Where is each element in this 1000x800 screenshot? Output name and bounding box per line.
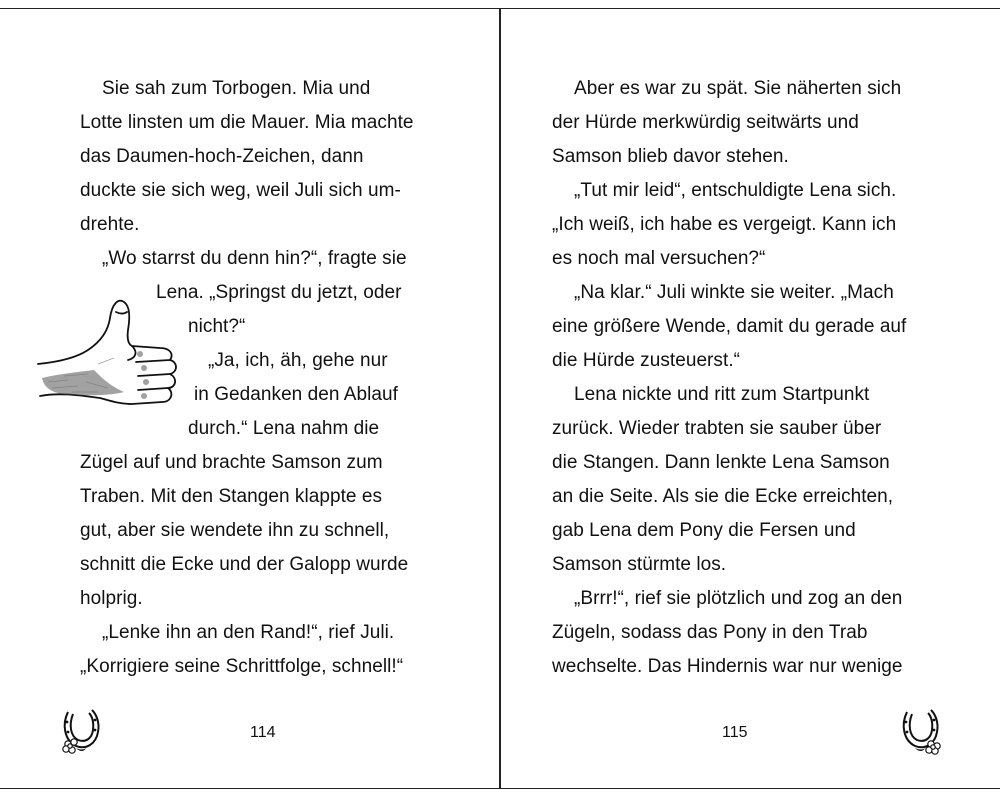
text-line: holprig. xyxy=(80,588,143,609)
text-line: duckte sie sich weg, weil Juli sich um- xyxy=(80,180,401,201)
text-line: das Daumen-hoch-Zeichen, dann xyxy=(80,146,364,167)
text-line: „Tut mir leid“, entschuldigte Lena sich. xyxy=(574,180,897,201)
text-line: „Ich weiß, ich habe es vergeigt. Kann ich xyxy=(552,214,897,235)
horseshoe-flower-icon xyxy=(895,706,945,756)
page-number: 114 xyxy=(250,724,276,741)
right-page-text xyxy=(552,72,912,684)
text-line: gab Lena dem Pony die Fersen und xyxy=(552,520,856,541)
text-line: Lotte linsten um die Mauer. Mia machte xyxy=(80,112,414,133)
text-line: „Na klar.“ Juli winkte sie weiter. „Mach xyxy=(574,282,894,303)
text-line: eine größere Wende, damit du gerade auf xyxy=(552,316,907,337)
left-page xyxy=(0,0,499,800)
text-line: Traben. Mit den Stangen klappte es xyxy=(80,486,383,507)
text-line: Samson stürmte los. xyxy=(552,554,727,575)
text-line: der Hürde merkwürdig seitwärts und xyxy=(552,112,859,133)
text-line: Lena nickte und ritt zum Startpunkt xyxy=(574,384,870,405)
text-line: Zügeln, sodass das Pony in den Trab xyxy=(552,622,868,643)
text-line: Aber es war zu spät. Sie näherten sich xyxy=(574,78,902,99)
thumbs-up-illustration xyxy=(28,292,188,422)
text-line: Samson blieb davor stehen. xyxy=(552,146,789,167)
text-line: es noch mal versuchen?“ xyxy=(552,248,766,269)
text-line: „Ja, ich, äh, gehe nur xyxy=(208,350,388,371)
right-page xyxy=(501,0,1000,800)
text-line: an die Seite. Als sie die Ecke erreichten, xyxy=(552,486,894,507)
text-line: Sie sah zum Torbogen. Mia und xyxy=(102,78,371,99)
text-line: schnitt die Ecke und der Galopp wurde xyxy=(80,554,409,575)
text-line: „Brrr!“, rief sie plötzlich und zog an den xyxy=(574,588,903,609)
text-line: Zügel auf und brachte Samson zum xyxy=(80,452,383,473)
text-line: drehte. xyxy=(80,214,140,235)
text-line: zurück. Wieder trabten sie sauber über xyxy=(552,418,882,439)
text-line: wechselte. Das Hindernis war nur wenige xyxy=(552,656,903,677)
text-line: Lena. „Springst du jetzt, oder xyxy=(156,282,402,303)
text-line: in Gedanken den Ablauf xyxy=(194,384,398,405)
horseshoe-flower-icon xyxy=(56,706,106,756)
page-number: 115 xyxy=(722,724,748,741)
text-line: gut, aber sie wendete ihn zu schnell, xyxy=(80,520,390,541)
text-line: die Stangen. Dann lenkte Lena Samson xyxy=(552,452,890,473)
text-line: die Hürde zusteuerst.“ xyxy=(552,350,741,371)
text-line: nicht?“ xyxy=(188,316,246,337)
text-line: „Lenke ihn an den Rand!“, rief Juli. xyxy=(102,622,395,643)
text-line: „Wo starrst du denn hin?“, fragte sie xyxy=(102,248,407,269)
text-line: „Korrigiere seine Schrittfolge, schnell!“ xyxy=(80,656,404,677)
text-line: durch.“ Lena nahm die xyxy=(188,418,380,439)
